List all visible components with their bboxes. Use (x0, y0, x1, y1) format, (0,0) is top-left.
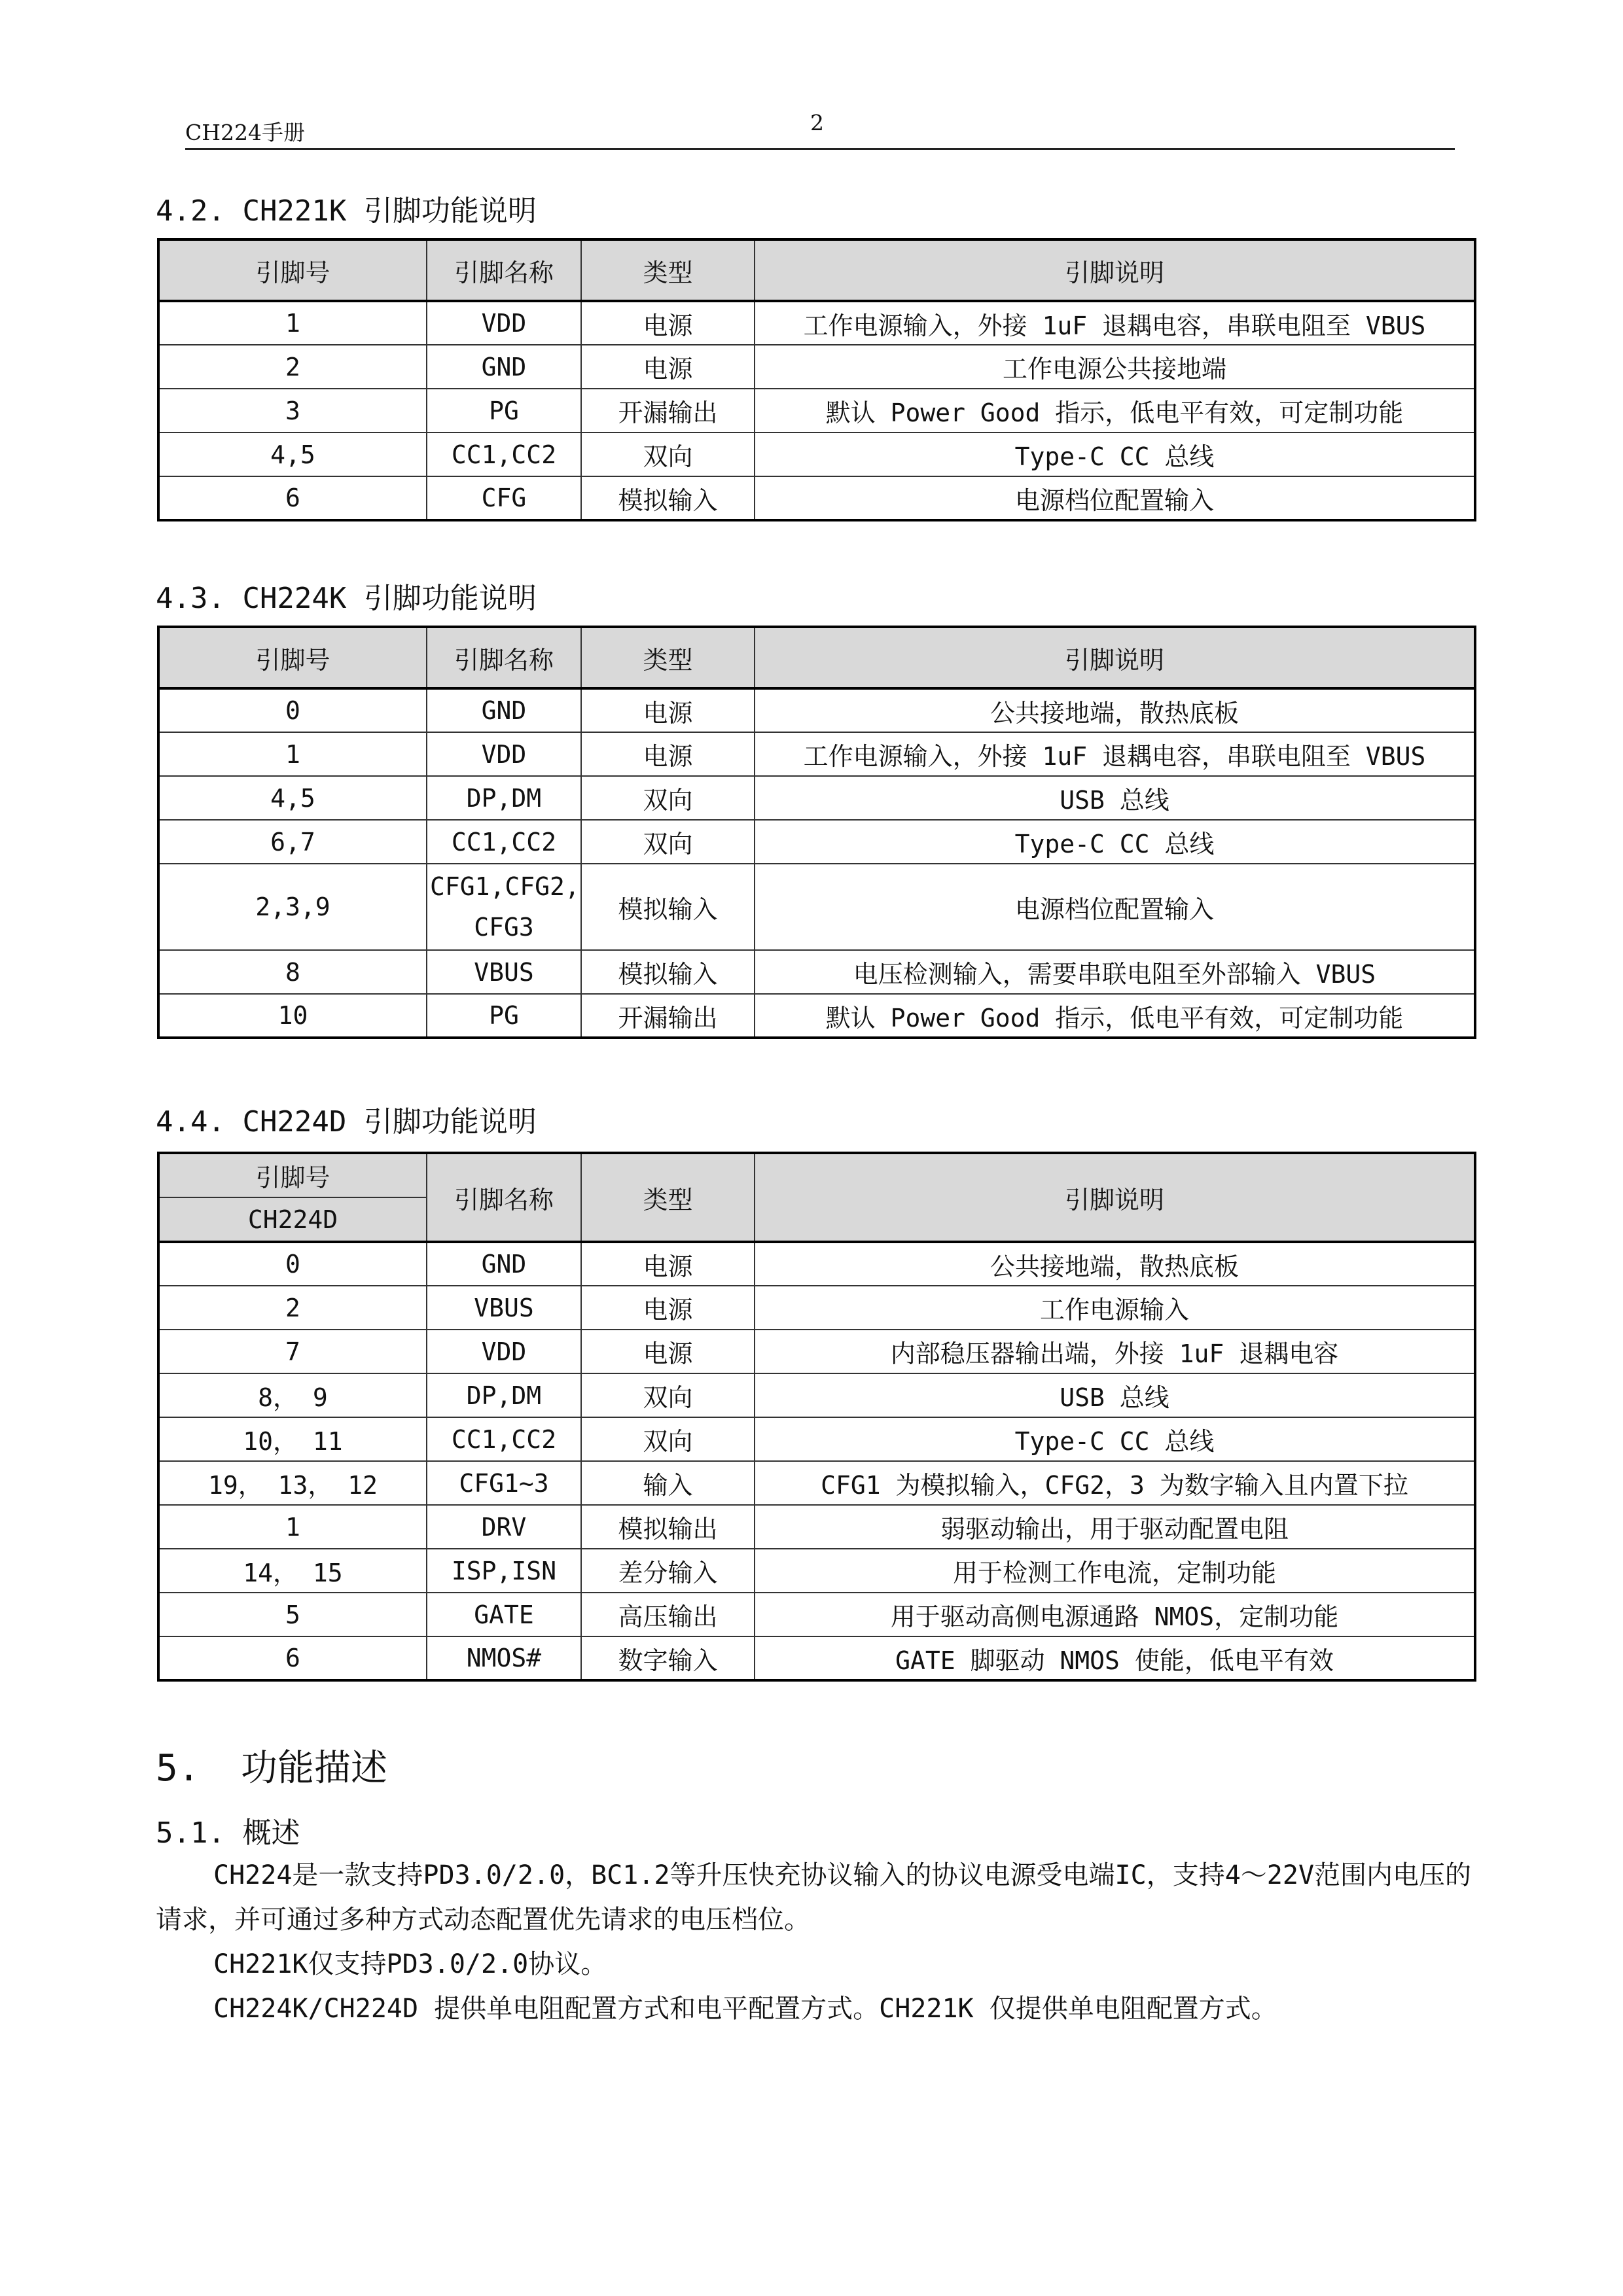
pin-name: DP,DM (427, 776, 581, 820)
pin-number: 0 (158, 688, 427, 732)
table-row (158, 1286, 1475, 1330)
pin-name: VDD (427, 301, 581, 345)
pin-description: 电源档位配置输入 (755, 864, 1475, 950)
column-header: 引脚号 (158, 239, 427, 301)
pin-name: PG (427, 994, 581, 1038)
pin-type: 双向 (581, 433, 755, 476)
table-row (158, 732, 1475, 776)
pin-name: NMOS# (427, 1636, 581, 1680)
pin-number: 6,7 (158, 820, 427, 864)
pin-name: VDD (427, 732, 581, 776)
pin-description: 工作电源输入，外接 1uF 退耦电容，串联电阻至 VBUS (755, 301, 1475, 345)
pin-name: DP,DM (427, 1373, 581, 1417)
page-header (185, 110, 1455, 150)
pin-type: 差分输入 (581, 1549, 755, 1593)
column-header: 引脚名称 (427, 239, 581, 301)
table-row (158, 688, 1475, 732)
column-header: 类型 (581, 1153, 755, 1242)
pin-description: 工作电源输入，外接 1uF 退耦电容，串联电阻至 VBUS (755, 732, 1475, 776)
pin-type: 双向 (581, 1417, 755, 1461)
paragraph-text: CH224K/CH224D 提供单电阻配置方式和电平配置方式。CH221K 仅提供单电阻配置方式。 (213, 1994, 1277, 2024)
pin-type: 电源 (581, 1286, 755, 1330)
pin-description: 公共接地端，散热底板 (755, 688, 1475, 732)
pin-description: 用于驱动高侧电源通路 NMOS，定制功能 (755, 1593, 1475, 1636)
column-header: 引脚说明 (755, 627, 1475, 688)
pin-type: 电源 (581, 688, 755, 732)
pin-type: 双向 (581, 1373, 755, 1417)
ch224d-pin-table (157, 1152, 1476, 1682)
pin-type: 模拟输入 (581, 864, 755, 950)
page-number: 2 (810, 110, 824, 135)
table-row (158, 301, 1475, 345)
pin-number: 0 (158, 1242, 427, 1286)
pin-type: 开漏输出 (581, 994, 755, 1038)
pin-type: 高压输出 (581, 1593, 755, 1636)
pin-description: 默认 Power Good 指示，低电平有效，可定制功能 (755, 389, 1475, 433)
pin-description: 电源档位配置输入 (755, 476, 1475, 520)
pin-description: 公共接地端，散热底板 (755, 1242, 1475, 1286)
pin-type: 输入 (581, 1461, 755, 1505)
pin-description: Type-C CC 总线 (755, 820, 1475, 864)
pin-number: 4,5 (158, 776, 427, 820)
pin-number: 3 (158, 389, 427, 433)
pin-number: 8 (158, 950, 427, 994)
column-subheader: CH224D (158, 1197, 427, 1242)
pin-number: 19， 13， 12 (158, 1461, 427, 1505)
pin-name: VBUS (427, 950, 581, 994)
pin-number: 7 (158, 1330, 427, 1373)
chapter-title: 功能描述 (241, 1747, 387, 1790)
section-title-ch224d: 4.4. CH224D 引脚功能说明 (156, 1105, 537, 1139)
pin-type: 开漏输出 (581, 389, 755, 433)
pin-name: CC1,CC2 (427, 820, 581, 864)
table-row (158, 1330, 1475, 1373)
pin-type: 双向 (581, 820, 755, 864)
column-header: 类型 (581, 239, 755, 301)
pin-type: 电源 (581, 345, 755, 389)
pin-type: 模拟输出 (581, 1505, 755, 1549)
pin-number: 10， 11 (158, 1417, 427, 1461)
table-row (158, 1461, 1475, 1505)
pin-description: 工作电源输入 (755, 1286, 1475, 1330)
pin-description: 工作电源公共接地端 (755, 345, 1475, 389)
pin-type: 电源 (581, 732, 755, 776)
table-row (158, 433, 1475, 476)
section-title-ch224k: 4.3. CH224K 引脚功能说明 (156, 582, 537, 615)
pin-name: ISP,ISN (427, 1549, 581, 1593)
pin-number: 1 (158, 1505, 427, 1549)
pin-number: 1 (158, 732, 427, 776)
pin-number: 6 (158, 1636, 427, 1680)
pin-description: CFG1 为模拟输入，CFG2，3 为数字输入且内置下拉 (755, 1461, 1475, 1505)
pin-number: 5 (158, 1593, 427, 1636)
ch224k-pin-table (157, 626, 1476, 1039)
pin-number: 8， 9 (158, 1373, 427, 1417)
pin-name: VDD (427, 1330, 581, 1373)
paragraph (156, 1942, 1478, 1987)
table-row (158, 1549, 1475, 1593)
pin-name: GND (427, 688, 581, 732)
subsection-heading: 5.1. 概述 (156, 1816, 300, 1850)
pin-description: USB 总线 (755, 776, 1475, 820)
table-row (158, 864, 1475, 950)
pin-number: 14， 15 (158, 1549, 427, 1593)
table-row (158, 1636, 1475, 1680)
column-header: 引脚名称 (427, 627, 581, 688)
pin-type: 数字输入 (581, 1636, 755, 1680)
pin-name: CFG (427, 476, 581, 520)
pin-description: 内部稳压器输出端，外接 1uF 退耦电容 (755, 1330, 1475, 1373)
chapter-number: 5. (156, 1747, 200, 1790)
pin-type: 电源 (581, 301, 755, 345)
pin-name: CC1,CC2 (427, 433, 581, 476)
paragraph (156, 1987, 1478, 2031)
column-header: 引脚号 (158, 1153, 427, 1197)
column-header: 类型 (581, 627, 755, 688)
pin-name: CFG1~3 (427, 1461, 581, 1505)
pin-name: GND (427, 1242, 581, 1286)
table-row (158, 776, 1475, 820)
pin-number: 10 (158, 994, 427, 1038)
table-row (158, 994, 1475, 1038)
column-header: 引脚名称 (427, 1153, 581, 1242)
table-row (158, 1417, 1475, 1461)
chapter-heading (156, 1739, 387, 1792)
table-row (158, 1505, 1475, 1549)
pin-number: 2,3,9 (158, 864, 427, 950)
pin-description: Type-C CC 总线 (755, 433, 1475, 476)
pin-description: 默认 Power Good 指示，低电平有效，可定制功能 (755, 994, 1475, 1038)
table-row (158, 389, 1475, 433)
pin-type: 双向 (581, 776, 755, 820)
pin-number: 6 (158, 476, 427, 520)
table-row (158, 1593, 1475, 1636)
pin-description: 电压检测输入，需要串联电阻至外部输入 VBUS (755, 950, 1475, 994)
pin-type: 模拟输入 (581, 950, 755, 994)
pin-name: CC1,CC2 (427, 1417, 581, 1461)
table-row (158, 476, 1475, 520)
table-row (158, 820, 1475, 864)
table-row (158, 1242, 1475, 1286)
pin-description: GATE 脚驱动 NMOS 使能，低电平有效 (755, 1636, 1475, 1680)
pin-number: 2 (158, 345, 427, 389)
column-header: 引脚说明 (755, 1153, 1475, 1242)
pin-name: GATE (427, 1593, 581, 1636)
pin-description: 弱驱动输出，用于驱动配置电阻 (755, 1505, 1475, 1549)
pin-name: GND (427, 345, 581, 389)
table-row (158, 345, 1475, 389)
pin-number: 2 (158, 1286, 427, 1330)
column-header: 引脚号 (158, 627, 427, 688)
pin-type: 电源 (581, 1242, 755, 1286)
pin-description: USB 总线 (755, 1373, 1475, 1417)
pin-name: CFG1,CFG2, CFG3 (427, 864, 581, 950)
table-row (158, 950, 1475, 994)
pin-number: 4,5 (158, 433, 427, 476)
paragraph (156, 1853, 1478, 1942)
pin-name: VBUS (427, 1286, 581, 1330)
document-title: CH224手册 (185, 120, 306, 145)
pin-name: DRV (427, 1505, 581, 1549)
pin-type: 电源 (581, 1330, 755, 1373)
pin-description: 用于检测工作电流，定制功能 (755, 1549, 1475, 1593)
pin-number: 1 (158, 301, 427, 345)
pin-description: Type-C CC 总线 (755, 1417, 1475, 1461)
paragraph-text: CH221K仅支持PD3.0/2.0协议。 (213, 1949, 607, 1979)
table-row (158, 1373, 1475, 1417)
pin-type: 模拟输入 (581, 476, 755, 520)
paragraph-text: CH224是一款支持PD3.0/2.0，BC1.2等升压快充协议输入的协议电源受电端IC，支持4～22V范围内电压的请求，并可通过多种方式动态配置优先请求的电压档位。 (156, 1860, 1472, 1935)
ch221k-pin-table (157, 238, 1476, 521)
column-header: 引脚说明 (755, 239, 1475, 301)
pin-name: PG (427, 389, 581, 433)
section-title-ch221k: 4.2. CH221K 引脚功能说明 (156, 194, 537, 228)
